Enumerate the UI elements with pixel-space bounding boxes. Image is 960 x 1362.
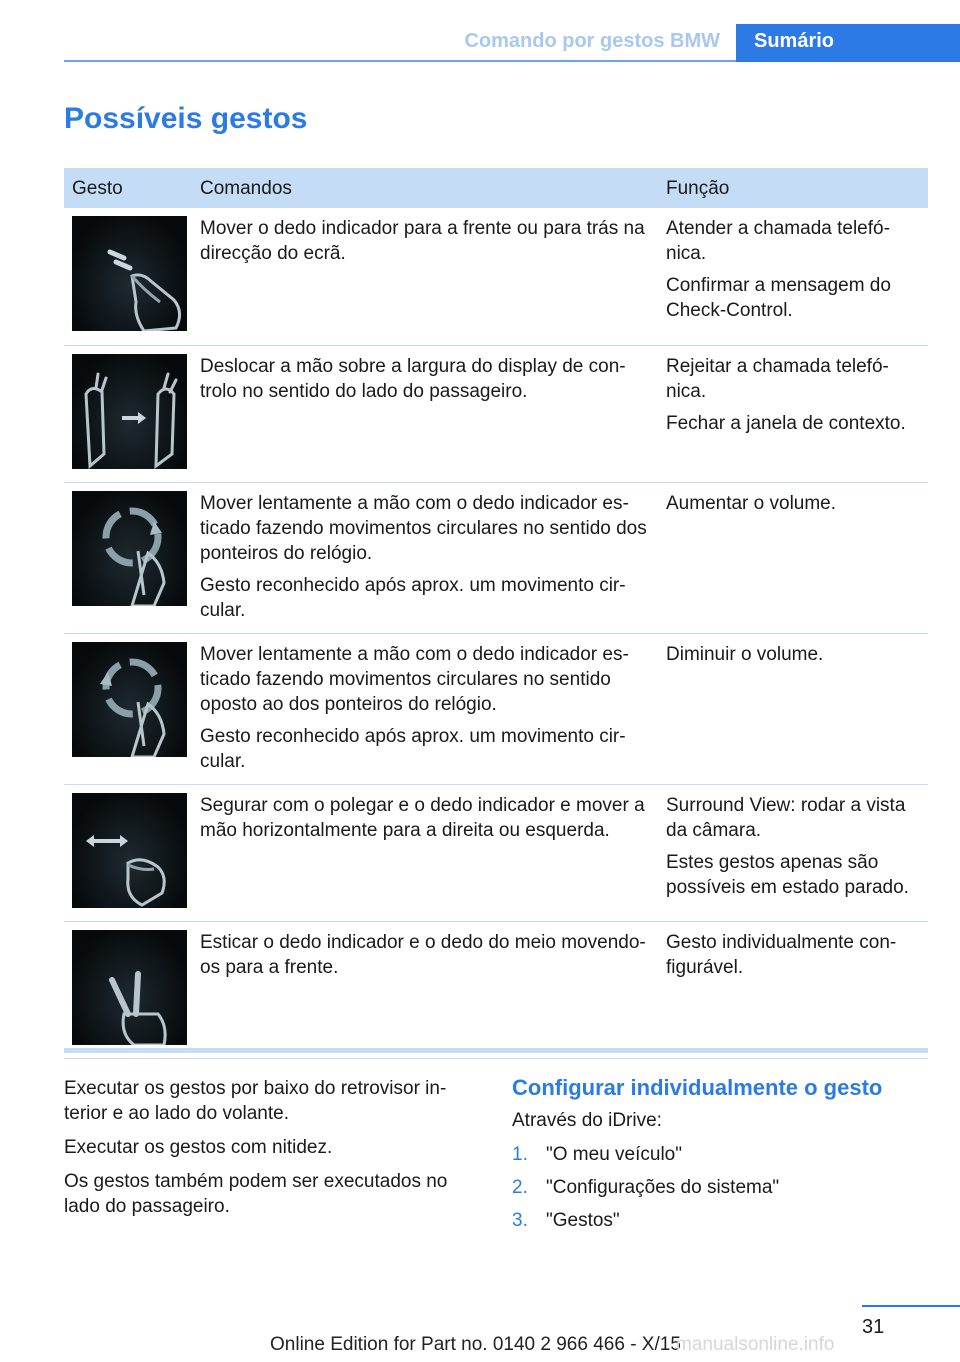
step-text: "O meu veículo" [546,1144,682,1165]
function-text: Aumentar o volume. [666,492,837,514]
command-text: Mover lentamente a mão com o dedo indicador esticado fazendo movimentos circulares no sentido dos ponteiros do relógio. [200,492,647,564]
list-item [512,1175,928,1200]
pinch-rotate-gesture-icon [72,793,187,908]
command-text: Mover lentamente a mão com o dedo indicador esticado fazendo movimentos circulares no sentido oposto ao dos ponteiros do relógio. [200,643,629,715]
function-text: Diminuir o volume. [666,643,824,665]
two-finger-gesture-icon [72,930,187,1045]
step-number: 1. [512,1144,528,1165]
step-number: 2. [512,1177,528,1198]
steps-list [512,1142,928,1233]
command-text: Gesto reconhecido após aprox. um movimento circular. [200,725,626,772]
column-header-comandos: Comandos [192,168,658,208]
table-row [64,921,928,1058]
config-section [512,1074,928,1241]
function-text: Atender a chamada telefónica. [666,218,890,264]
footer-rule [862,1305,960,1307]
function-text: Estes gestos apenas são possíveis em estado parado. [666,851,909,898]
table-row [64,345,928,482]
notes-column [64,1076,474,1219]
tab-sumario[interactable]: Sumário [736,24,960,62]
page-title: Possíveis gestos [64,102,308,135]
column-header-gesto: Gesto [64,168,192,208]
list-item [512,1208,928,1233]
table-header-row [64,168,928,208]
note-text: Os gestos também podem ser executados no lado do passageiro. [64,1171,448,1217]
table-row [64,482,928,633]
command-text: Gesto reconhecido após aprox. um movimento circular. [200,574,626,621]
edition-text: Online Edition for Part no. 0140 2 966 466 - X/15 [270,1334,681,1355]
circle-clockwise-gesture-icon [72,491,187,606]
list-item [512,1142,928,1167]
step-text: "Gestos" [546,1210,620,1231]
function-text: Rejeitar a chamada telefónica. [666,355,889,402]
page-number: 31 [862,1316,885,1338]
function-text: Confirmar a mensagem do Check-Control. [666,275,891,321]
step-text: "Configurações do sistema" [546,1177,780,1198]
function-text: Fechar a janela de contexto. [666,412,906,434]
circle-counterclockwise-gesture-icon [72,642,187,757]
section-intro: Através do iDrive: [512,1110,662,1131]
finger-poke-gesture-icon [72,216,187,331]
table-row [64,208,928,345]
column-header-funcao: Função [658,168,928,208]
command-text: Deslocar a mão sobre a largura do display de controlo no sentido do lado do passageiro. [200,355,626,402]
gestures-table [64,168,928,1059]
step-number: 3. [512,1210,528,1231]
command-text: Esticar o dedo indicador e o dedo do meio movendo-os para a frente. [200,931,646,978]
watermark: manualsonline.info [676,1334,835,1355]
header-bar [64,24,960,62]
command-text: Mover o dedo indicador para a frente ou para trás na direcção do ecrã. [200,218,645,264]
note-text: Executar os gestos por baixo do retrovisor interior e ao lado do volante. [64,1078,447,1124]
function-text: Gesto individualmente configurável. [666,931,897,978]
function-text: Surround View: rodar a vista da câmara. [666,794,906,841]
breadcrumb[interactable]: Comando por gestos BMW [464,30,720,52]
table-row [64,633,928,784]
table-end-rule [64,1048,928,1053]
command-text: Segurar com o polegar e o dedo indicador e mover a mão horizontalmente para a direita ou esquerda. [200,794,645,841]
section-title: Configurar individualmente o gesto [512,1075,883,1100]
note-text: Executar os gestos com nitidez. [64,1137,333,1158]
table-row [64,784,928,921]
hand-swipe-gesture-icon [72,354,187,469]
